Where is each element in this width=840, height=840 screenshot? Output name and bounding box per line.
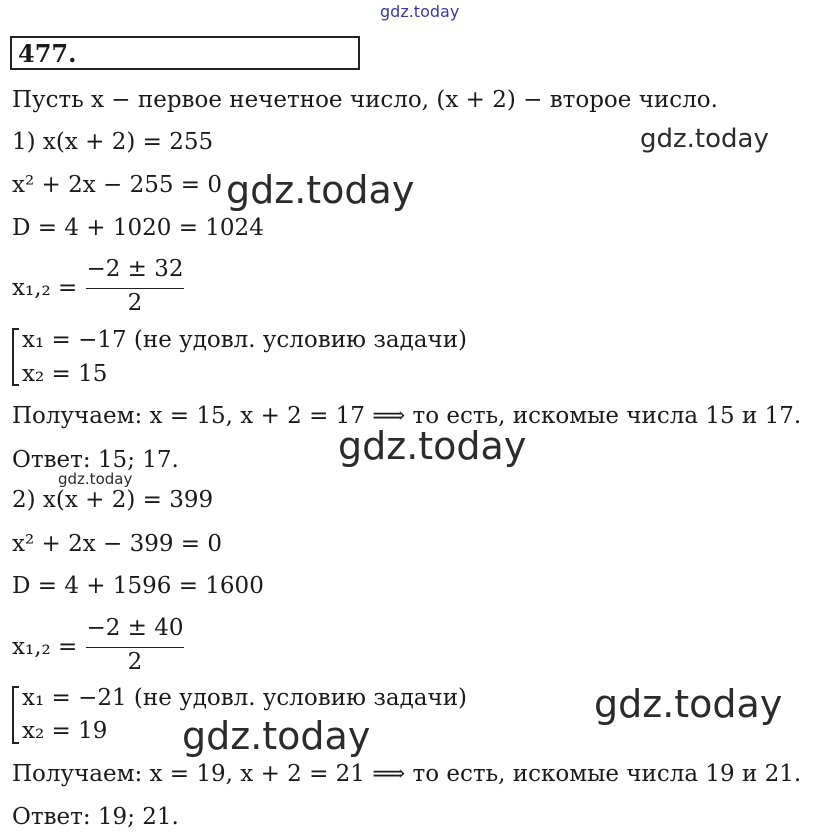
part2-answer: Ответ: 19; 21. [12, 804, 179, 830]
part1-system-bracket [12, 328, 19, 386]
part2-label: 2) [12, 487, 36, 513]
part2-quadratic: x² + 2x − 399 = 0 [12, 531, 223, 557]
part1-root2: x₂ = 15 [22, 361, 108, 387]
problem-number-box [10, 36, 360, 70]
part2-fraction-numerator: −2 ± 40 [86, 615, 184, 641]
part2-roots-fraction [86, 615, 184, 677]
watermark-text: gdz.today [594, 682, 783, 726]
part2-root2: x₂ = 19 [22, 718, 108, 744]
part1-answer: Ответ: 15; 17. [12, 447, 179, 473]
part2-result: Получаем: x = 19, x + 2 = 21 ⟹ то есть, искомые числа 19 и 21. [12, 761, 802, 787]
part2-equation-line [12, 486, 213, 514]
part1-result: Получаем: x = 15, x + 2 = 17 ⟹ то есть, искомые числа 15 и 17. [12, 403, 802, 429]
part1-fraction-numerator: −2 ± 32 [86, 256, 184, 282]
part2-roots-lhs: x₁,₂ = [12, 634, 78, 660]
problem-number: 477. [18, 39, 77, 68]
part2-fraction-bar [86, 647, 184, 648]
watermark-text: gdz.today [338, 424, 527, 468]
part1-discriminant: D = 4 + 1020 = 1024 [12, 215, 264, 241]
part2-equation: x(x + 2) = 399 [42, 487, 214, 513]
watermark-text: gdz.today [182, 714, 371, 758]
part2-root1: x₁ = −21 (не удовл. условию задачи) [22, 685, 468, 711]
part1-quadratic: x² + 2x − 255 = 0 [12, 172, 223, 198]
intro-text: Пусть x − первое нечетное число, (x + 2) − второе число. [12, 87, 718, 113]
part1-roots-fraction [86, 256, 184, 318]
watermark-text: gdz.today [640, 124, 769, 154]
part1-roots-lhs: x₁,₂ = [12, 275, 78, 301]
part2-fraction-denominator: 2 [127, 649, 143, 675]
part1-fraction-bar [86, 288, 184, 289]
part1-label: 1) [12, 129, 36, 155]
part2-system-bracket [12, 686, 19, 744]
part1-fraction-denominator: 2 [127, 290, 143, 316]
watermark-text: gdz.today [58, 470, 133, 488]
part1-root1: x₁ = −17 (не удовл. условию задачи) [22, 327, 468, 353]
part2-discriminant: D = 4 + 1596 = 1600 [12, 573, 264, 599]
part1-equation-line [12, 128, 213, 156]
watermark-text: gdz.today [226, 168, 415, 212]
watermark-text: gdz.today [380, 2, 460, 21]
part1-equation: x(x + 2) = 255 [42, 129, 214, 155]
